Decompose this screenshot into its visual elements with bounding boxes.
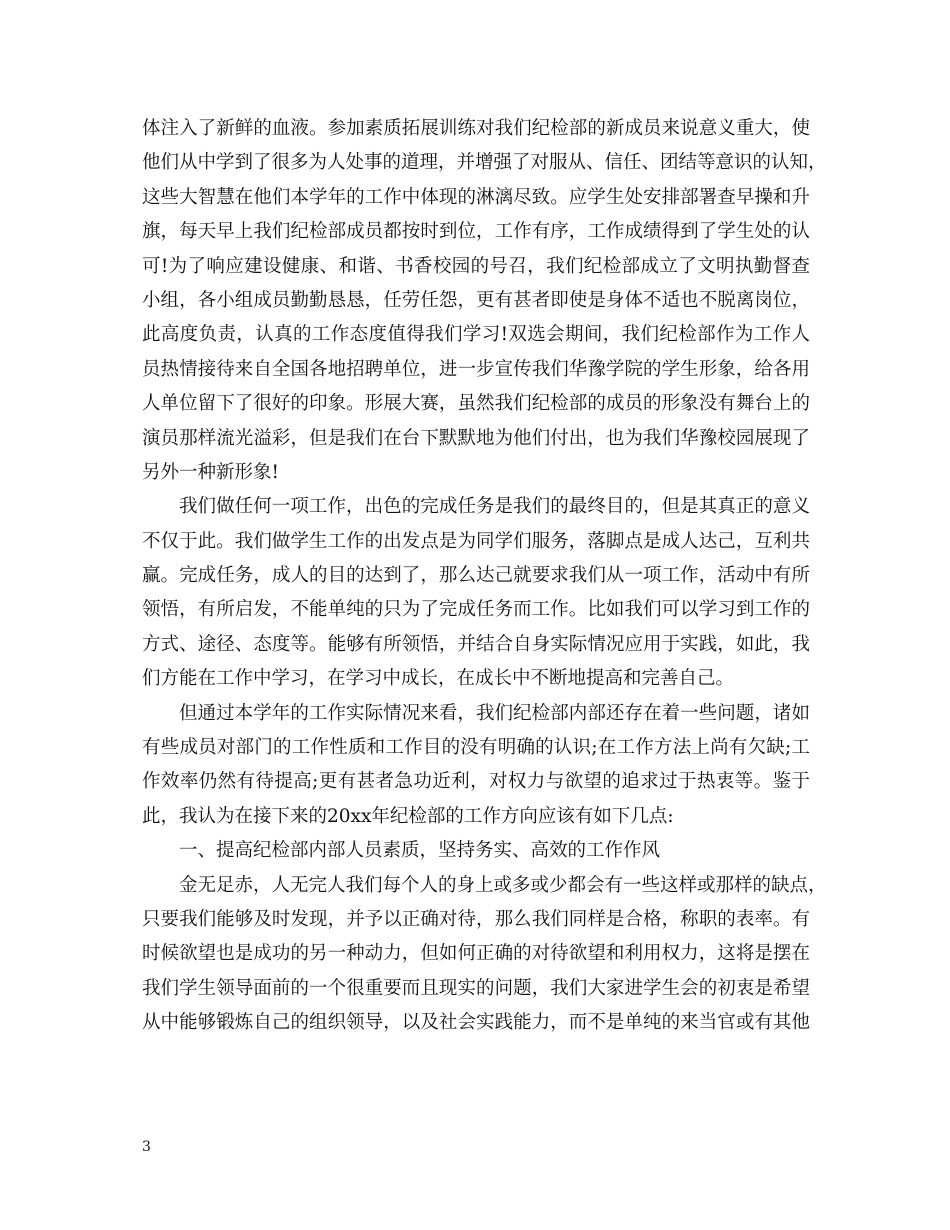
text-line: 但通过本学年的工作实际情况来看，我们纪检部内部还存在着一些问题，诸如 (179, 702, 810, 724)
text-line: 演员那样流光溢彩，但是我们在台下默默地为他们付出，也为我们华豫校园展现了 (142, 427, 810, 449)
text-line: 可!为了响应建设健康、和谐、书香校园的号召，我们纪检部成立了文明执勤督查 (142, 255, 810, 277)
text-line: 体注入了新鲜的血液。参加素质拓展训练对我们纪检部的新成员来说意义重大，使 (142, 118, 810, 139)
text-line: 们方能在工作中学习，在学习中成长，在成长中不断地提高和完善自己。 (142, 668, 735, 690)
page-number: 3 (142, 1139, 151, 1155)
text-line: 方式、途径、态度等。能够有所领悟，并结合自身实际情况应用于实践，如此，我 (142, 633, 810, 655)
text-line: 我们学生领导面前的一个很重要而且现实的问题，我们大家进学生会的初衷是希望 (142, 977, 810, 999)
text-line: 只要我们能够及时发现，并予以正确对待，那么我们同样是合格，称职的表率。有 (142, 908, 810, 930)
section-heading: 一、提高纪检部内部人员素质，坚持务实、高效的工作作风 (179, 840, 661, 862)
text-line: 有些成员对部门的工作性质和工作目的没有明确的认识;在工作方法上尚有欠缺;工 (142, 737, 810, 759)
text-line: 另外一种新形象! (142, 461, 279, 483)
text-line: 时候欲望也是成功的另一种动力，但如何正确的对待欲望和利用权力，这将是摆在 (142, 943, 810, 965)
text-line: 不仅于此。我们做学生工作的出发点是为同学们服务，落脚点是成人达己，互利共 (142, 530, 810, 552)
text-line: 我们做任何一项工作，出色的完成任务是我们的最终目的，但是其真正的意义 (179, 496, 810, 518)
text-line: 赢。完成任务，成人的目的达到了，那么达己就要求我们从一项工作，活动中有所 (142, 565, 810, 587)
text-line: 旗，每天早上我们纪检部成员都按时到位，工作有序，工作成绩得到了学生处的认 (142, 221, 810, 243)
text-line: 小组，各小组成员勤勤恳恳，任劳任怨，更有甚者即使是身体不适也不脱离岗位， (142, 289, 810, 311)
text-line: 此，我认为在接下来的20xx年纪检部的工作方向应该有如下几点: (142, 805, 674, 827)
text-line: 此高度负责，认真的工作态度值得我们学习!双选会期间，我们纪检部作为工作人 (142, 324, 810, 346)
text-line: 这些大智慧在他们本学年的工作中体现的淋漓尽致。应学生处安排部署查早操和升 (142, 186, 810, 208)
text-line: 领悟，有所启发，不能单纯的只为了完成任务而工作。比如我们可以学习到工作的 (142, 599, 810, 621)
text-line: 从中能够锻炼自己的组织领导，以及社会实践能力，而不是单纯的来当官或有其他 (142, 1012, 810, 1034)
text-line: 人单位留下了很好的印象。形展大赛，虽然我们纪检部的成员的形象没有舞台上的 (142, 393, 810, 415)
body-text (142, 112, 827, 1041)
text-line: 金无足赤，人无完人我们每个人的身上或多或少都会有一些这样或那样的缺点， (179, 874, 827, 896)
text-line: 他们从中学到了很多为人处事的道理，并增强了对服从、信任、团结等意识的认知， (142, 152, 827, 174)
text-line: 作效率仍然有待提高;更有甚者急功近利，对权力与欲望的追求过于热衷等。鉴于 (142, 771, 810, 793)
text-line: 员热情接待来自全国各地招聘单位，进一步宣传我们华豫学院的学生形象，给各用 (142, 358, 810, 380)
